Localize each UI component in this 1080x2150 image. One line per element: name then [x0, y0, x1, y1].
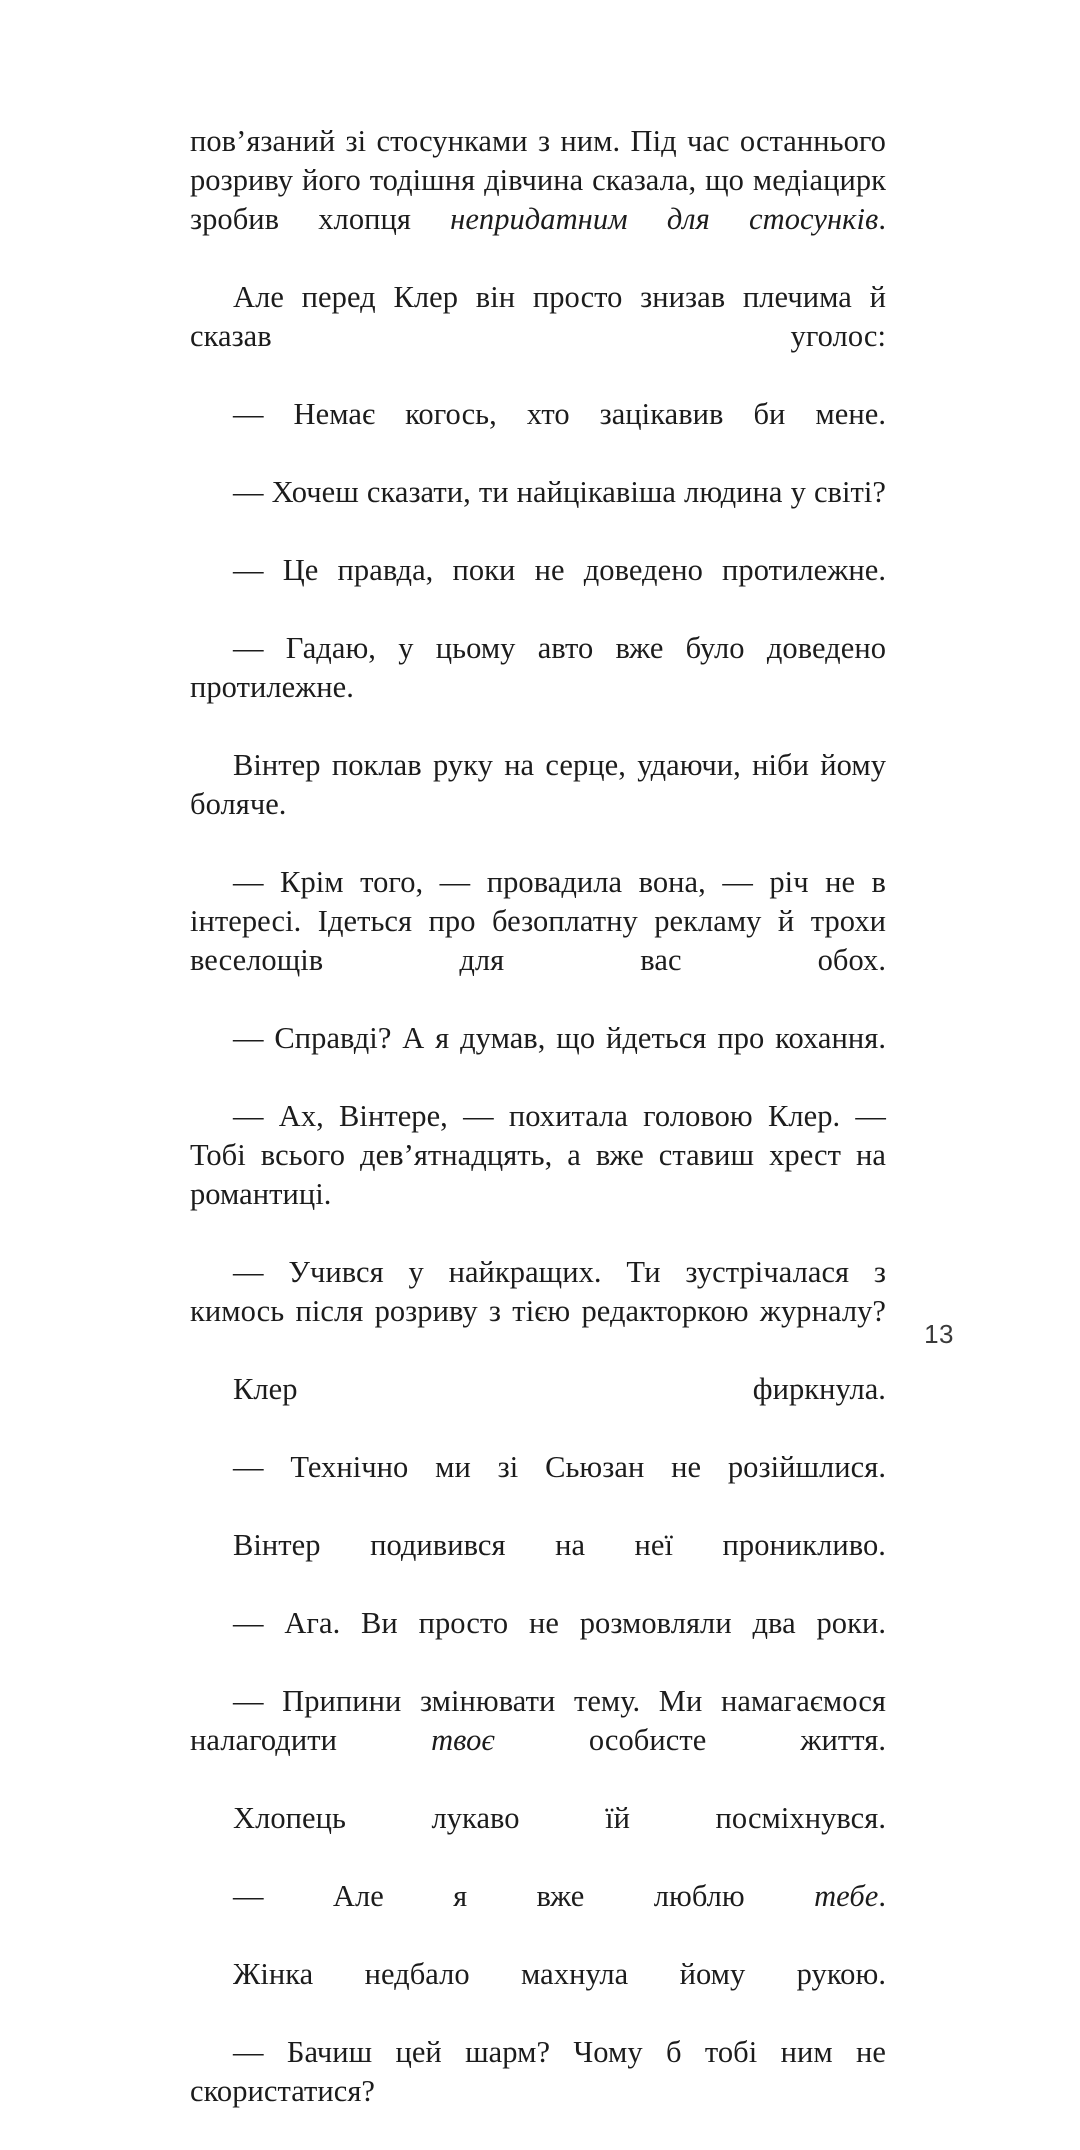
paragraph — [190, 551, 886, 629]
body-text: Жінка недбало махнула йому рукою. — [233, 1957, 886, 1991]
paragraph — [190, 1097, 886, 1253]
body-text: — Учився у найкращих. Ти зустрічалася з кимось після розриву з тією редакторкою журналу? — [190, 1255, 886, 1328]
paragraph — [190, 1526, 886, 1604]
body-text: Але перед Клер він просто знизав плечима й сказав уголос: — [190, 280, 886, 353]
paragraph — [190, 1370, 886, 1448]
body-text: Вінтер поклав руку на серце, удаючи, ніби йому боляче. — [190, 748, 886, 821]
page-body-text — [190, 122, 886, 2150]
paragraph — [190, 1877, 886, 1955]
paragraph — [190, 473, 886, 551]
body-text: . — [878, 202, 886, 236]
paragraph — [190, 1448, 886, 1526]
body-text: Клер фиркнула. — [233, 1372, 886, 1406]
body-text: — Технічно ми зі Сьюзан не розійшлися. — [233, 1450, 886, 1484]
body-text: — Але я вже люблю — [233, 1879, 815, 1913]
paragraph — [190, 1799, 886, 1877]
paragraph — [190, 1604, 886, 1682]
body-text: — Це правда, поки не доведено протилежне. — [233, 553, 886, 587]
paragraph — [190, 122, 886, 278]
body-text: особисте життя. — [494, 1723, 886, 1757]
body-text: . — [878, 1879, 886, 1913]
paragraph — [190, 1955, 886, 2033]
body-text: — Ага. Ви просто не розмовляли два роки. — [233, 1606, 886, 1640]
body-text: Вінтер подивився на неї проникливо. — [233, 1528, 886, 1562]
body-text: — Немає когось, хто зацікавив би мене. — [233, 397, 886, 431]
body-text: — Ах, Вінтере, — похитала головою Клер. — Тобі всього дев’ятнадцять, а вже ставиш хрест на романтиці. — [190, 1099, 886, 1211]
paragraph — [190, 746, 886, 863]
body-text: Хлопець лукаво їй посміхнувся. — [233, 1801, 886, 1835]
body-text: — Бачиш цей шарм? Чому б тобі ним не скористатися? — [190, 2035, 886, 2108]
body-text: пов’язаний зі стосунками з ним. Під час останнього розриву його тодішня дівчина сказала, що медіацирк зробив хлопця — [190, 124, 886, 236]
body-text: — Гадаю, у цьому авто вже було доведено протилежне. — [190, 631, 886, 704]
paragraph — [190, 278, 886, 395]
paragraph — [190, 863, 886, 1019]
paragraph — [190, 629, 886, 746]
page-number: 13 — [924, 1319, 954, 1349]
paragraph — [190, 1682, 886, 1799]
emphasis-text: тебе — [814, 1879, 879, 1913]
body-text: — Припини змінювати тему. Ми намагаємося налагодити — [190, 1684, 886, 1757]
paragraph — [190, 1019, 886, 1097]
emphasis-text: твоє — [431, 1723, 495, 1757]
body-text: — Крім того, — провадила вона, — річ не в інтересі. Ідеться про безоплатну рекламу й трохи веселощів для вас обох. — [190, 865, 886, 977]
body-text: — Справді? А я думав, що йдеться про кохання. — [233, 1021, 886, 1055]
paragraph — [190, 1253, 886, 1370]
body-text: — Хочеш сказати, ти найцікавіша людина у світі? — [233, 475, 886, 509]
paragraph — [190, 2033, 886, 2150]
paragraph — [190, 395, 886, 473]
emphasis-text: непридатним для стосунків — [450, 202, 879, 236]
